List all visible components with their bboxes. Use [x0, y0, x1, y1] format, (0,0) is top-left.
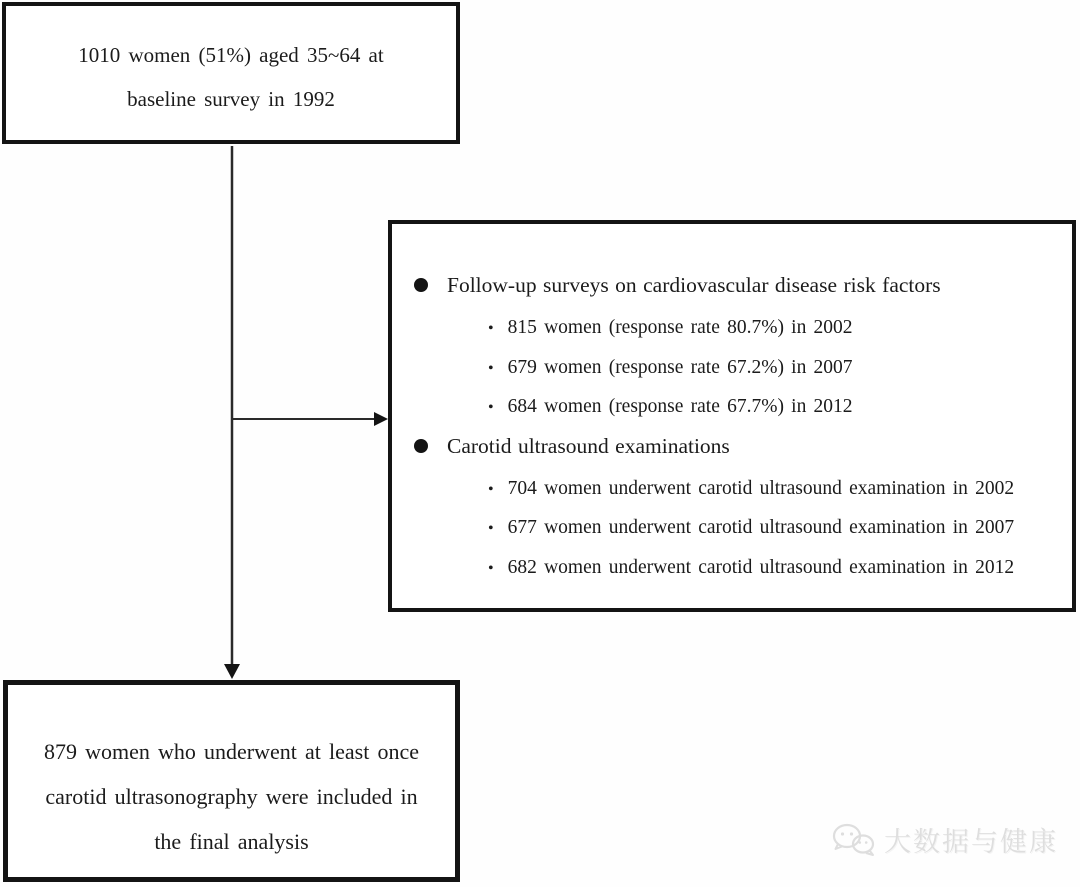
followup-section-1-title-row — [414, 270, 1052, 300]
followup-item — [414, 349, 1052, 389]
arrow-head-down — [224, 664, 240, 679]
followup-item — [414, 470, 1052, 510]
arrow-head-right — [374, 412, 388, 426]
final-line-2: carotid ultrasonography were included in — [45, 784, 418, 809]
sub-bullet-icon: • — [488, 480, 494, 498]
final-line-1: 879 women who underwent at least once — [43, 739, 420, 764]
sub-bullet-icon: • — [488, 559, 494, 577]
bullet-dot-icon — [414, 278, 428, 292]
baseline-survey-box — [2, 2, 460, 144]
followup-box — [388, 220, 1076, 612]
followup-section-1-title: Follow-up surveys on cardiovascular disease risk factors — [447, 273, 941, 297]
sub-bullet-icon: • — [488, 359, 494, 377]
sub-bullet-icon: • — [488, 399, 494, 416]
followup-item-text: 815 women (response rate 80.7%) in 2002 — [507, 317, 853, 338]
followup-item-text: 684 women (response rate 67.7%) in 2012 — [507, 396, 853, 417]
final-analysis-box — [3, 680, 460, 882]
followup-item-text: 679 women (response rate 67.2%) in 2007 — [507, 356, 853, 378]
followup-item-text: 682 women underwent carotid ultrasound examination in 2012 — [507, 556, 1015, 578]
baseline-line-2: baseline survey in 1992 — [127, 87, 335, 111]
sub-bullet-icon: • — [488, 520, 494, 537]
watermark-text: 大数据与健康 — [884, 827, 1058, 857]
baseline-line-1: 1010 women (51%) aged 35~64 at — [78, 43, 384, 67]
wechat-icon — [832, 822, 876, 858]
followup-item-text: 677 women underwent carotid ultrasound examination in 2007 — [507, 517, 1015, 538]
followup-section-2-title-row — [414, 431, 1052, 461]
final-line-3: the final analysis — [154, 829, 309, 854]
followup-item — [414, 309, 1052, 349]
bullet-dot-icon — [414, 439, 428, 453]
followup-item — [414, 549, 1052, 589]
followup-item — [414, 388, 1052, 428]
followup-item-text: 704 women underwent carotid ultrasound examination in 2002 — [507, 477, 1015, 499]
sub-bullet-icon: • — [488, 320, 494, 337]
followup-section-2-title: Carotid ultrasound examinations — [447, 433, 730, 458]
followup-item — [414, 509, 1052, 549]
watermark — [832, 820, 1058, 859]
